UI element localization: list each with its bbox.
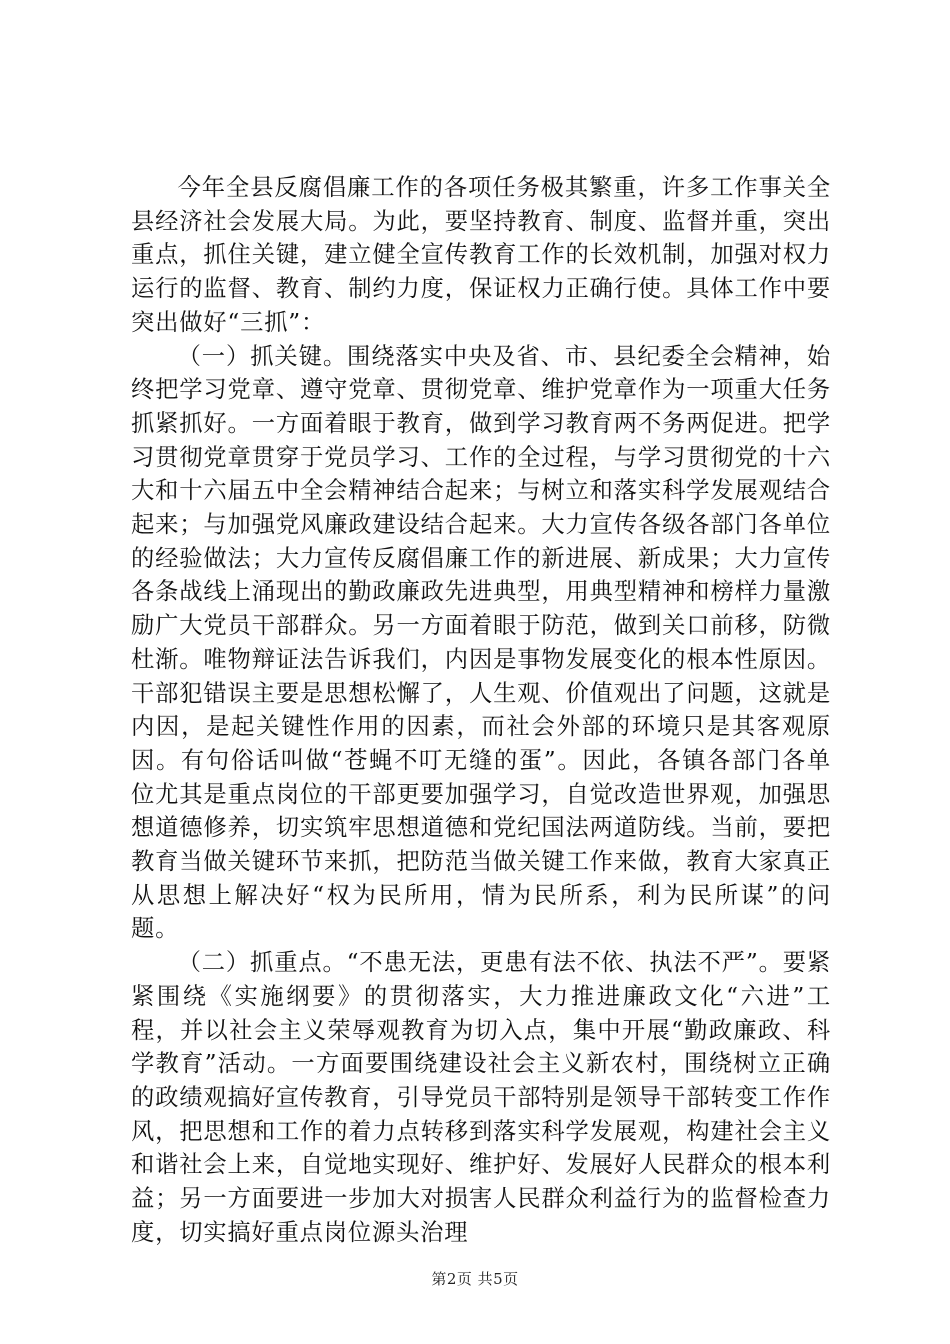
page-number-footer: 第2页 共5页 xyxy=(431,1270,519,1288)
paragraph-intro: 今年全县反腐倡廉工作的各项任务极其繁重，许多工作事关全县经济社会发展大局。为此，要坚持教育、制度、监督并重，突出重点，抓住关键，建立健全宣传教育工作的长效机制，加强对权力运行的监督、教育、制约力度，保证权力正确行使。具体工作中要突出做好“三抓”： xyxy=(131,174,831,336)
paragraph-section-one: （一）抓关键。围绕落实中央及省、市、县纪委全会精神，始终把学习党章、遵守党章、贯彻党章、维护党章作为一项重大任务抓紧抓好。一方面着眼于教育，做到学习教育两不务两促进。把学习贯彻党章贯穿于党员学习、工作的全过程，与学习贯彻党的十六大和十六届五中全会精神结合起来；与树立和落实科学发展观结合起来；与加强党风廉政建设结合起来。大力宣传各级各部门各单位的经验做法；大力宣传反腐倡廉工作的新进展、新成果；大力宣传各条战线上涌现出的勤政廉政先进典型，用典型精神和榜样力量激励广大党员干部群众。另一方面着眼于防范，做到关口前移，防微杜渐。唯物辩证法告诉我们，内因是事物发展变化的根本性原因。干部犯错误主要是思想松懈了，人生观、价值观出了问题，这就是内因，是起关键性作用的因素，而社会外部的环境只是其客观原因。有句俗话叫做“苍蝇不叮无缝的蛋”。因此，各镇各部门各单位尤其是重点岗位的干部更要加强学习，自觉改造世界观，加强思想道德修养，切实筑牢思想道德和党纪国法两道防线。当前，要把教育当做关键环节来抓，把防范当做关键工作来做，教育大家真正从思想上解决好“权为民所用，情为民所系，利为民所谋”的问题。 xyxy=(131,342,831,943)
document-body xyxy=(131,171,831,1250)
paragraph-section-two: （二）抓重点。“不患无法，更患有法不依、执法不严”。要紧紧围绕《实施纲要》的贯彻落实，大力推进廉政文化“六进”工程，并以社会主义荣辱观教育为切入点，集中开展“勤政廉政、科学教育”活动。一方面要围绕建设社会主义新农村，围绕树立正确的政绩观搞好宣传教育，引导党员干部特别是领导干部转变工作作风，把思想和工作的着力点转移到落实科学发展观，构建社会主义和谐社会上来，自觉地实现好、维护好、发展好人民群众的根本利益；另一方面要进一步加大对损害人民群众利益行为的监督检查力度，切实搞好重点岗位源头治理 xyxy=(131,949,831,1246)
